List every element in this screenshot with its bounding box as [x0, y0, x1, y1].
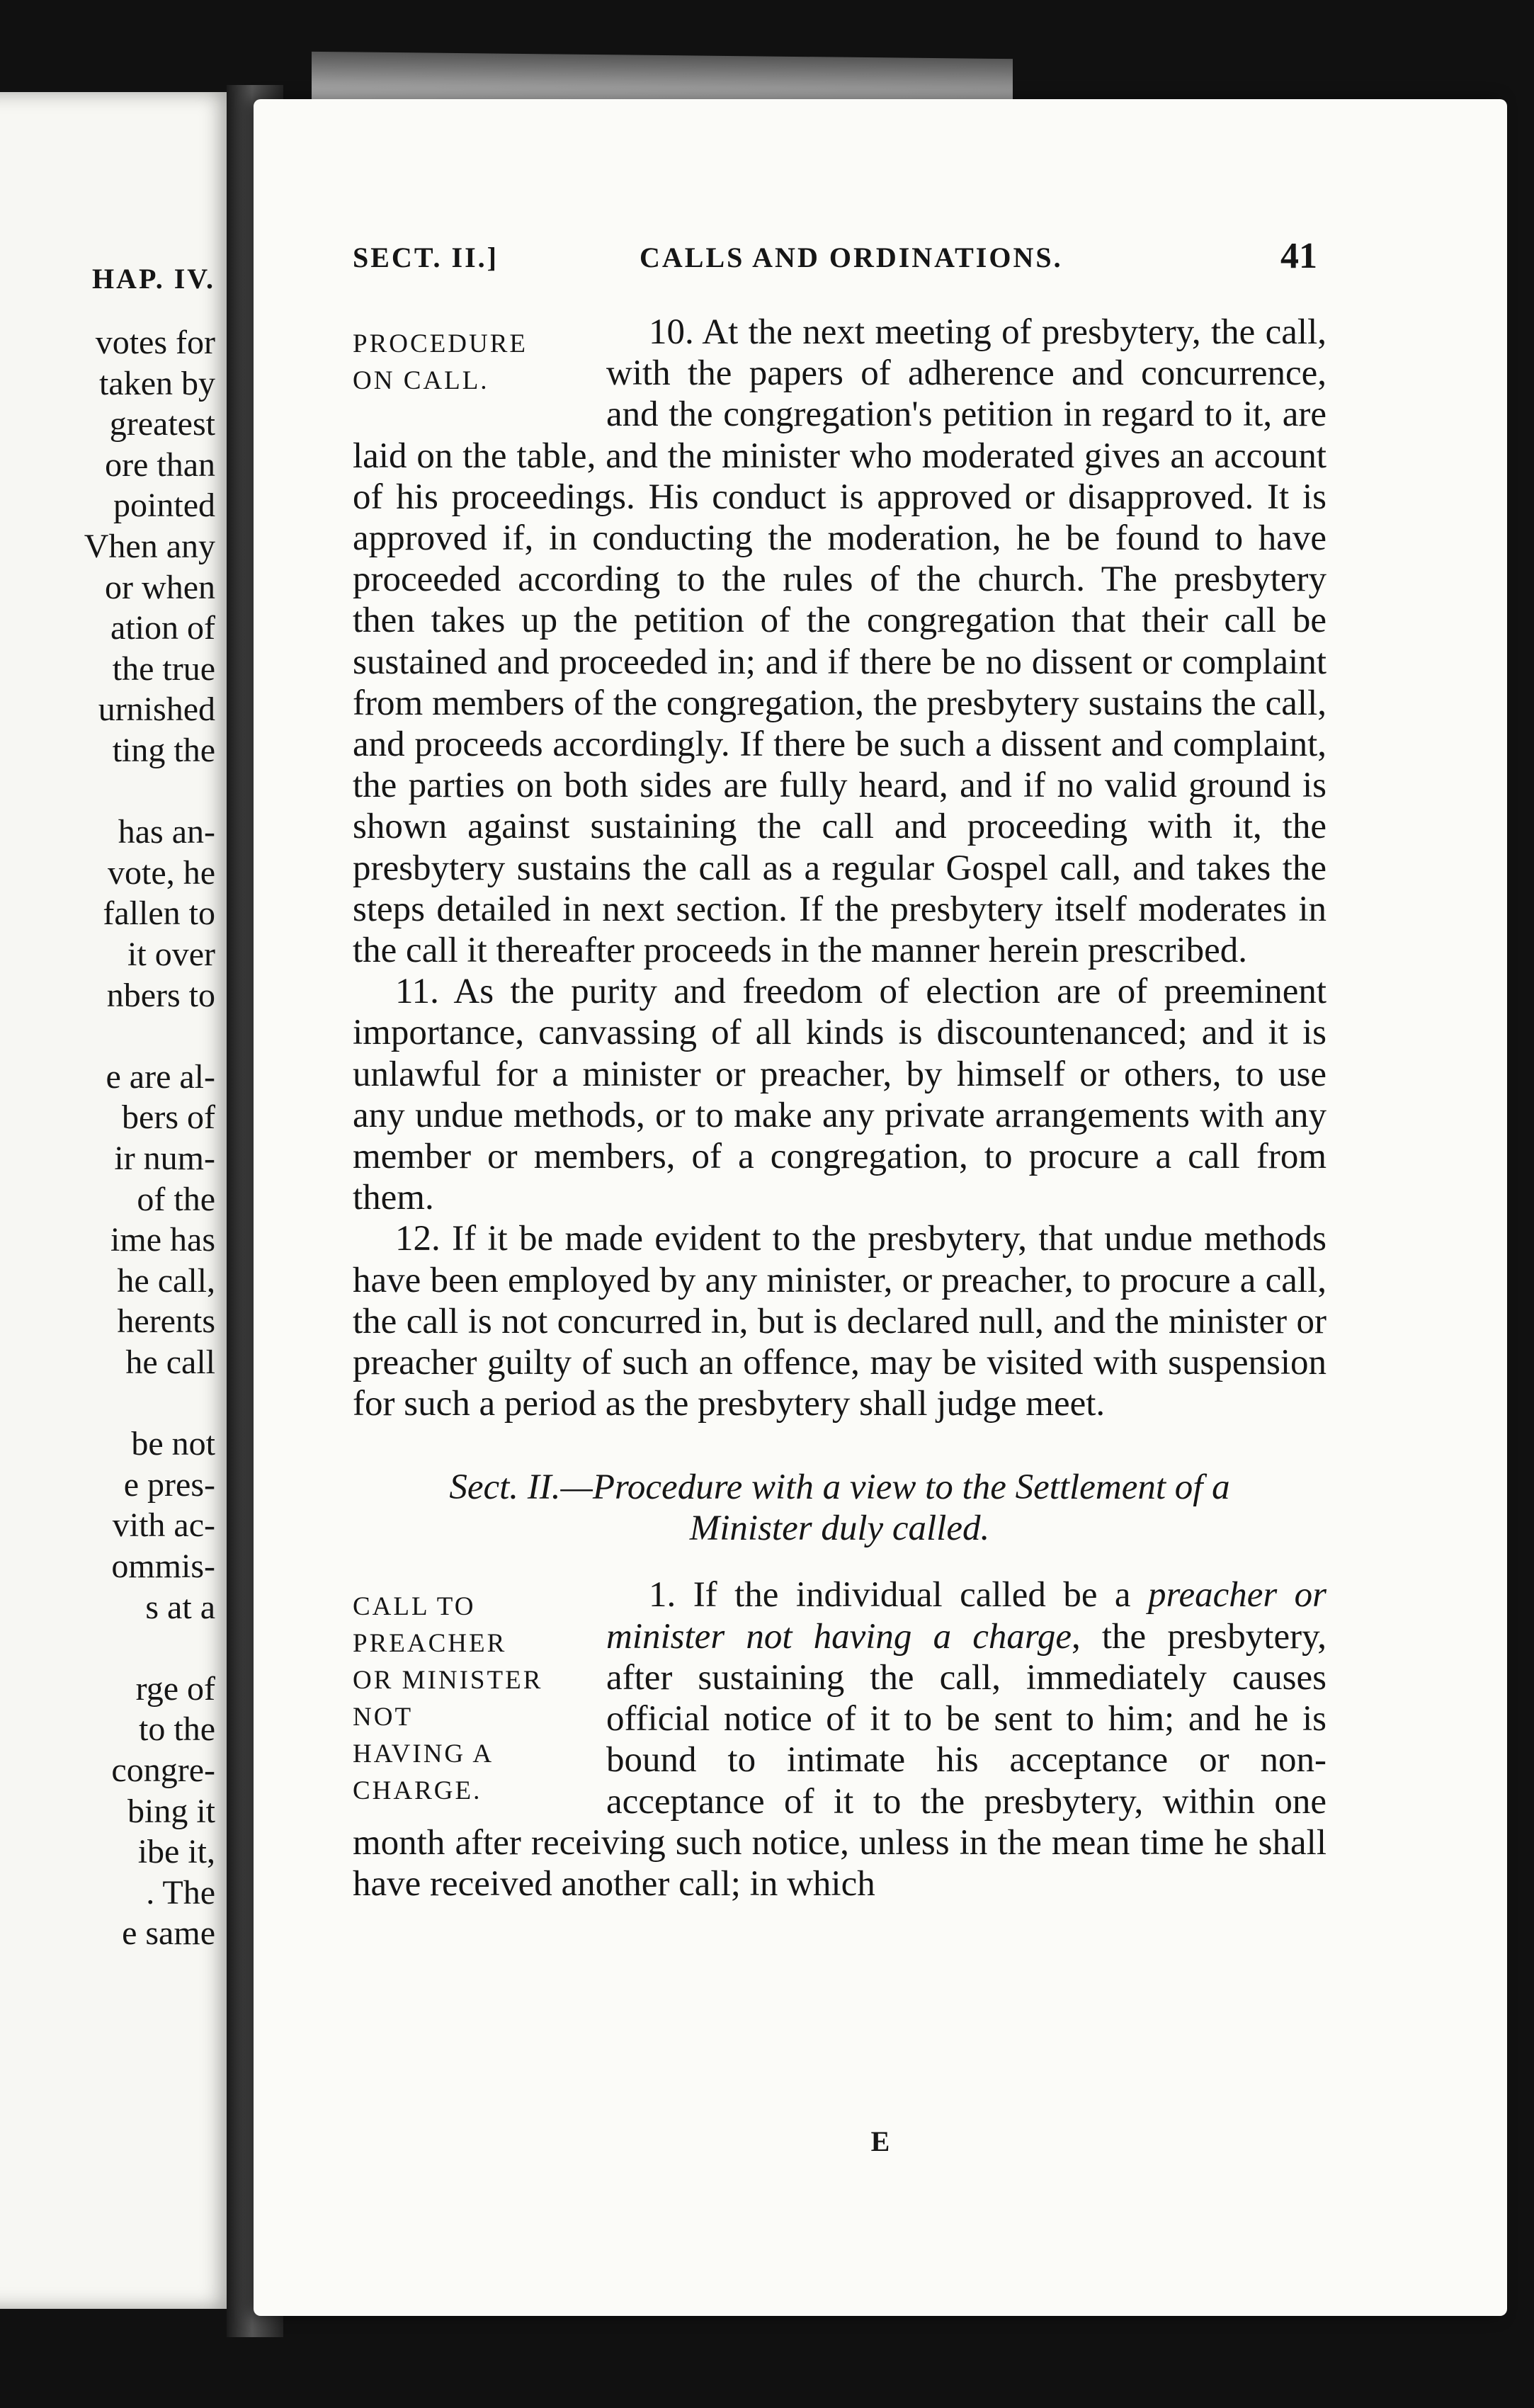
left-page-line: he call [125, 1344, 215, 1381]
left-page-line: bers of [122, 1098, 215, 1137]
running-head [254, 236, 1507, 290]
left-page-line: has an- [118, 813, 215, 851]
left-page-line: the true [112, 649, 215, 688]
left-page-line: congre- [111, 1751, 215, 1789]
marginal-note-line: CALL TO PREACHER [353, 1592, 507, 1659]
left-page-header: HAP. IV. [91, 263, 215, 295]
left-page-line: he call, [117, 1261, 215, 1300]
left-page-line: taken by [99, 364, 215, 402]
left-page-line: fallen to [103, 895, 215, 933]
facing-page-left [0, 92, 232, 2309]
left-page-line: ime has [110, 1221, 215, 1259]
section-heading [353, 1467, 1326, 1549]
left-page-line: e pres- [123, 1465, 215, 1504]
paragraph-rest: , the presbytery, after sustaining the call, immediately causes official notice of it to be sent to him; and he is bound to intimate his acceptance or non-acceptance of it to the presbytery, within one month after receiving such notice, unless in the mean time he shall have received another call; in which [353, 1616, 1327, 1904]
marginal-note-line: PROCEDURE [353, 329, 528, 358]
left-page-line: rge of [135, 1669, 215, 1708]
left-page-line: of the [137, 1180, 215, 1218]
marginal-note-line: ON CALL. [353, 366, 489, 395]
left-page-line: e same [122, 1914, 215, 1953]
left-page-line: pointed [113, 487, 215, 525]
left-page-line: bing it [127, 1792, 215, 1830]
left-page-line: or when [105, 568, 215, 606]
left-page-line: s at a [145, 1588, 215, 1626]
left-page-line: e are al- [106, 1057, 215, 1096]
paragraph-11: 11. As the purity and freedom of election are of preeminent importance, canvassing of all kinds is discountenanced; and it is unlawful for a minister or preacher, by himself or others, to use any undue methods, or to make any private arrangements with any member or members, of a congregation, to procure a call from them. [353, 972, 1326, 1218]
left-page-line: . The [146, 1873, 215, 1912]
paragraph-12: 12. If it be made evident to the presbytery, that undue methods have been employed by any minister, or preacher, to procure a call, the call is not concurred in, but is declared null, and the minister or preacher guilty of such an offence, may be visited with suspension for such a period as the presbytery shall judge meet. [353, 1219, 1326, 1424]
left-page-line: vote, he [108, 853, 215, 892]
left-page-line: greatest [109, 405, 215, 443]
left-page-line: ting the [112, 732, 215, 769]
left-page-line: it over [127, 936, 215, 973]
signature-mark: E [870, 2125, 890, 2157]
page-number: 41 [1280, 236, 1317, 276]
left-page-line: be not [131, 1425, 215, 1463]
paragraph-lead: 1. If the individual called be a [649, 1575, 1148, 1615]
left-page-line: ation of [110, 609, 215, 647]
left-page-line: Vhen any [84, 528, 215, 565]
paragraph-italic: preacher or minister not having a charge [606, 1575, 1327, 1657]
running-title: CALLS AND ORDINATIONS. [640, 242, 1063, 273]
body-text [353, 312, 1326, 1904]
section-heading-line: Sect. II.—Procedure with a view to the Settlement of a [449, 1467, 1230, 1508]
section-label: SECT. II.] [353, 242, 499, 273]
left-page-line: ir num- [114, 1140, 215, 1177]
left-page-line: to the [139, 1710, 215, 1749]
left-page-line: votes for [95, 324, 215, 361]
left-page-line: ommis- [111, 1547, 215, 1585]
book-page [254, 99, 1507, 2316]
paragraph-10: 10. At the next meeting of presbytery, the call, with the papers of adherence and concurrence, and the congregation's petition in regard to it, are laid on the table, and the minister who moderated gives an account of his proceedings. His conduct is approved or disapproved. It is approved if, in conducting the moderation, he be found to have proceeded according to the rules of the church. The presbytery then takes up the petition of the congregation that their call be sustained and proceeded in; and if there be no dissent or complaint from members of the congregation, the presbytery sustains the call, and proceeds accordingly. If there be such a dissent and complaint, the parties on both sides are fully heard, and if no valid ground is shown against sustaining the call and proceeding with it, the presbytery sustains the call as a regular Gospel call, and takes the steps detailed in next section. If the presbytery itself moderates in the call it thereafter proceeds in the manner herein prescribed. [353, 312, 1326, 971]
left-page-line: ore than [105, 445, 215, 484]
marginal-note-procedure-on-call [353, 326, 586, 399]
section-heading-line: Minister duly called. [689, 1509, 990, 1549]
left-page-line: urnished [98, 691, 215, 729]
left-page-line: vith ac- [112, 1506, 215, 1545]
left-page-line: herents [117, 1302, 215, 1341]
marginal-note-line: OR MINISTER NOT [353, 1666, 543, 1732]
marginal-note-call-to-preacher [353, 1589, 586, 1810]
left-page-line: ibe it, [137, 1833, 215, 1871]
marginal-note-line: HAVING A CHARGE. [353, 1739, 493, 1806]
left-page-line: nbers to [106, 976, 215, 1014]
